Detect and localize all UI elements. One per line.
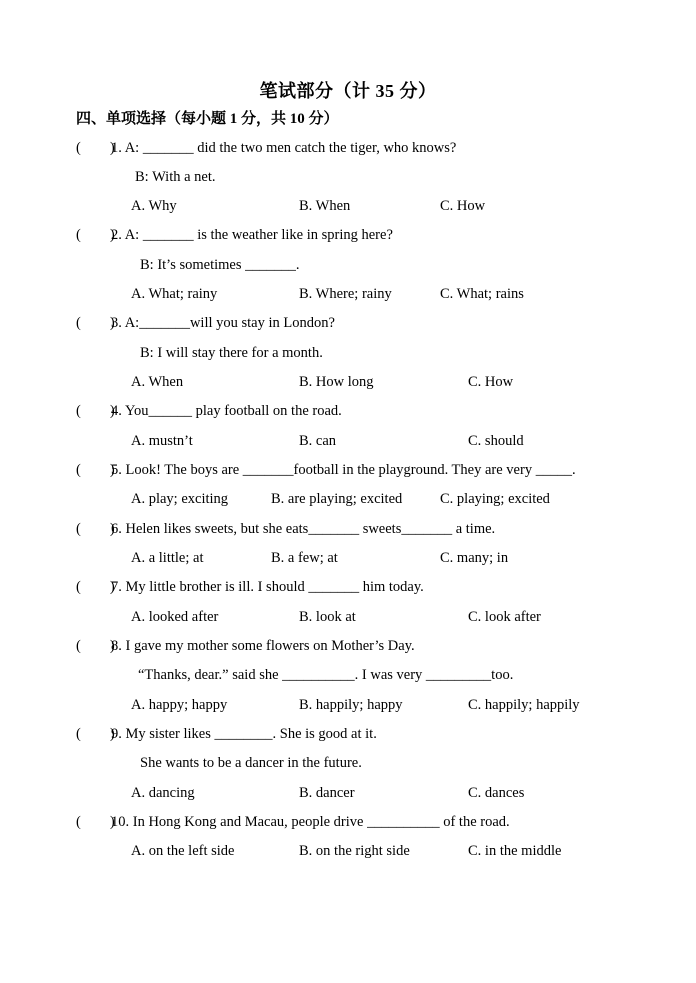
- option-b: B. look at: [299, 609, 356, 625]
- answer-blank[interactable]: ( ): [76, 315, 115, 331]
- option-b: B. How long: [299, 374, 374, 390]
- answer-blank[interactable]: ( ): [76, 579, 115, 595]
- question-stem: 2. A: _______ is the weather like in spring here?: [111, 227, 393, 243]
- option-c: C. many; in: [440, 550, 509, 566]
- option-b: B. When: [299, 198, 351, 214]
- answer-blank[interactable]: ( ): [76, 726, 115, 742]
- option-c: C. should: [468, 433, 524, 449]
- option-a: A. mustn’t: [131, 433, 193, 449]
- option-b: B. happily; happy: [299, 697, 403, 713]
- question-stem: 7. My little brother is ill. I should _______ him today.: [111, 579, 424, 595]
- option-c: C. playing; excited: [440, 491, 550, 507]
- option-c: C. What; rains: [440, 286, 524, 302]
- option-a: A. What; rainy: [131, 286, 218, 302]
- option-c: C. How: [440, 198, 486, 214]
- section-heading: 四、单项选择（每小题 1 分，共 10 分）: [76, 111, 339, 127]
- option-b: B. a few; at: [271, 550, 338, 566]
- question-stem: 6. Helen likes sweets, but she eats_______ sweets_______ a time.: [111, 521, 496, 537]
- option-a: A. When: [131, 374, 184, 390]
- answer-blank[interactable]: ( ): [76, 814, 115, 830]
- option-c: C. How: [468, 374, 514, 390]
- response-line: B: With a net.: [135, 169, 216, 185]
- response-line: She wants to be a dancer in the future.: [140, 755, 362, 771]
- option-c: C. happily; happily: [468, 697, 580, 713]
- page-title: 笔试部分（计 35 分）: [259, 81, 437, 101]
- option-b: B. can: [299, 433, 337, 449]
- question-stem: 8. I gave my mother some flowers on Mother’s Day.: [111, 638, 415, 654]
- option-b: B. Where; rainy: [299, 286, 392, 302]
- option-c: C. in the middle: [468, 843, 562, 859]
- answer-blank[interactable]: ( ): [76, 227, 115, 243]
- answer-blank[interactable]: ( ): [76, 462, 115, 478]
- option-a: A. dancing: [131, 785, 195, 801]
- question-stem: 4. You______ play football on the road.: [111, 403, 342, 419]
- option-a: A. on the left side: [131, 843, 235, 859]
- answer-blank[interactable]: ( ): [76, 403, 115, 419]
- option-a: A. Why: [131, 198, 177, 214]
- option-b: B. on the right side: [299, 843, 410, 859]
- option-a: A. play; exciting: [131, 491, 229, 507]
- option-c: C. look after: [468, 609, 541, 625]
- question-stem: 10. In Hong Kong and Macau, people drive __________ of the road.: [111, 814, 510, 830]
- option-a: A. happy; happy: [131, 697, 228, 713]
- response-line: B: I will stay there for a month.: [140, 345, 323, 361]
- question-stem: 9. My sister likes ________. She is good at it.: [111, 726, 377, 742]
- response-line: “Thanks, dear.” said she __________. I was very _________too.: [138, 667, 514, 683]
- option-a: A. a little; at: [131, 550, 204, 566]
- question-stem: 5. Look! The boys are _______football in the playground. They are very _____.: [111, 462, 576, 478]
- answer-blank[interactable]: ( ): [76, 638, 115, 654]
- option-b: B. dancer: [299, 785, 355, 801]
- response-line: B: It’s sometimes _______.: [140, 257, 300, 273]
- question-stem: 1. A: _______ did the two men catch the tiger, who knows?: [111, 140, 457, 156]
- question-stem: 3. A:_______will you stay in London?: [111, 315, 335, 331]
- option-a: A. looked after: [131, 609, 219, 625]
- option-c: C. dances: [468, 785, 525, 801]
- answer-blank[interactable]: ( ): [76, 140, 115, 156]
- answer-blank[interactable]: ( ): [76, 521, 115, 537]
- option-b: B. are playing; excited: [271, 491, 403, 507]
